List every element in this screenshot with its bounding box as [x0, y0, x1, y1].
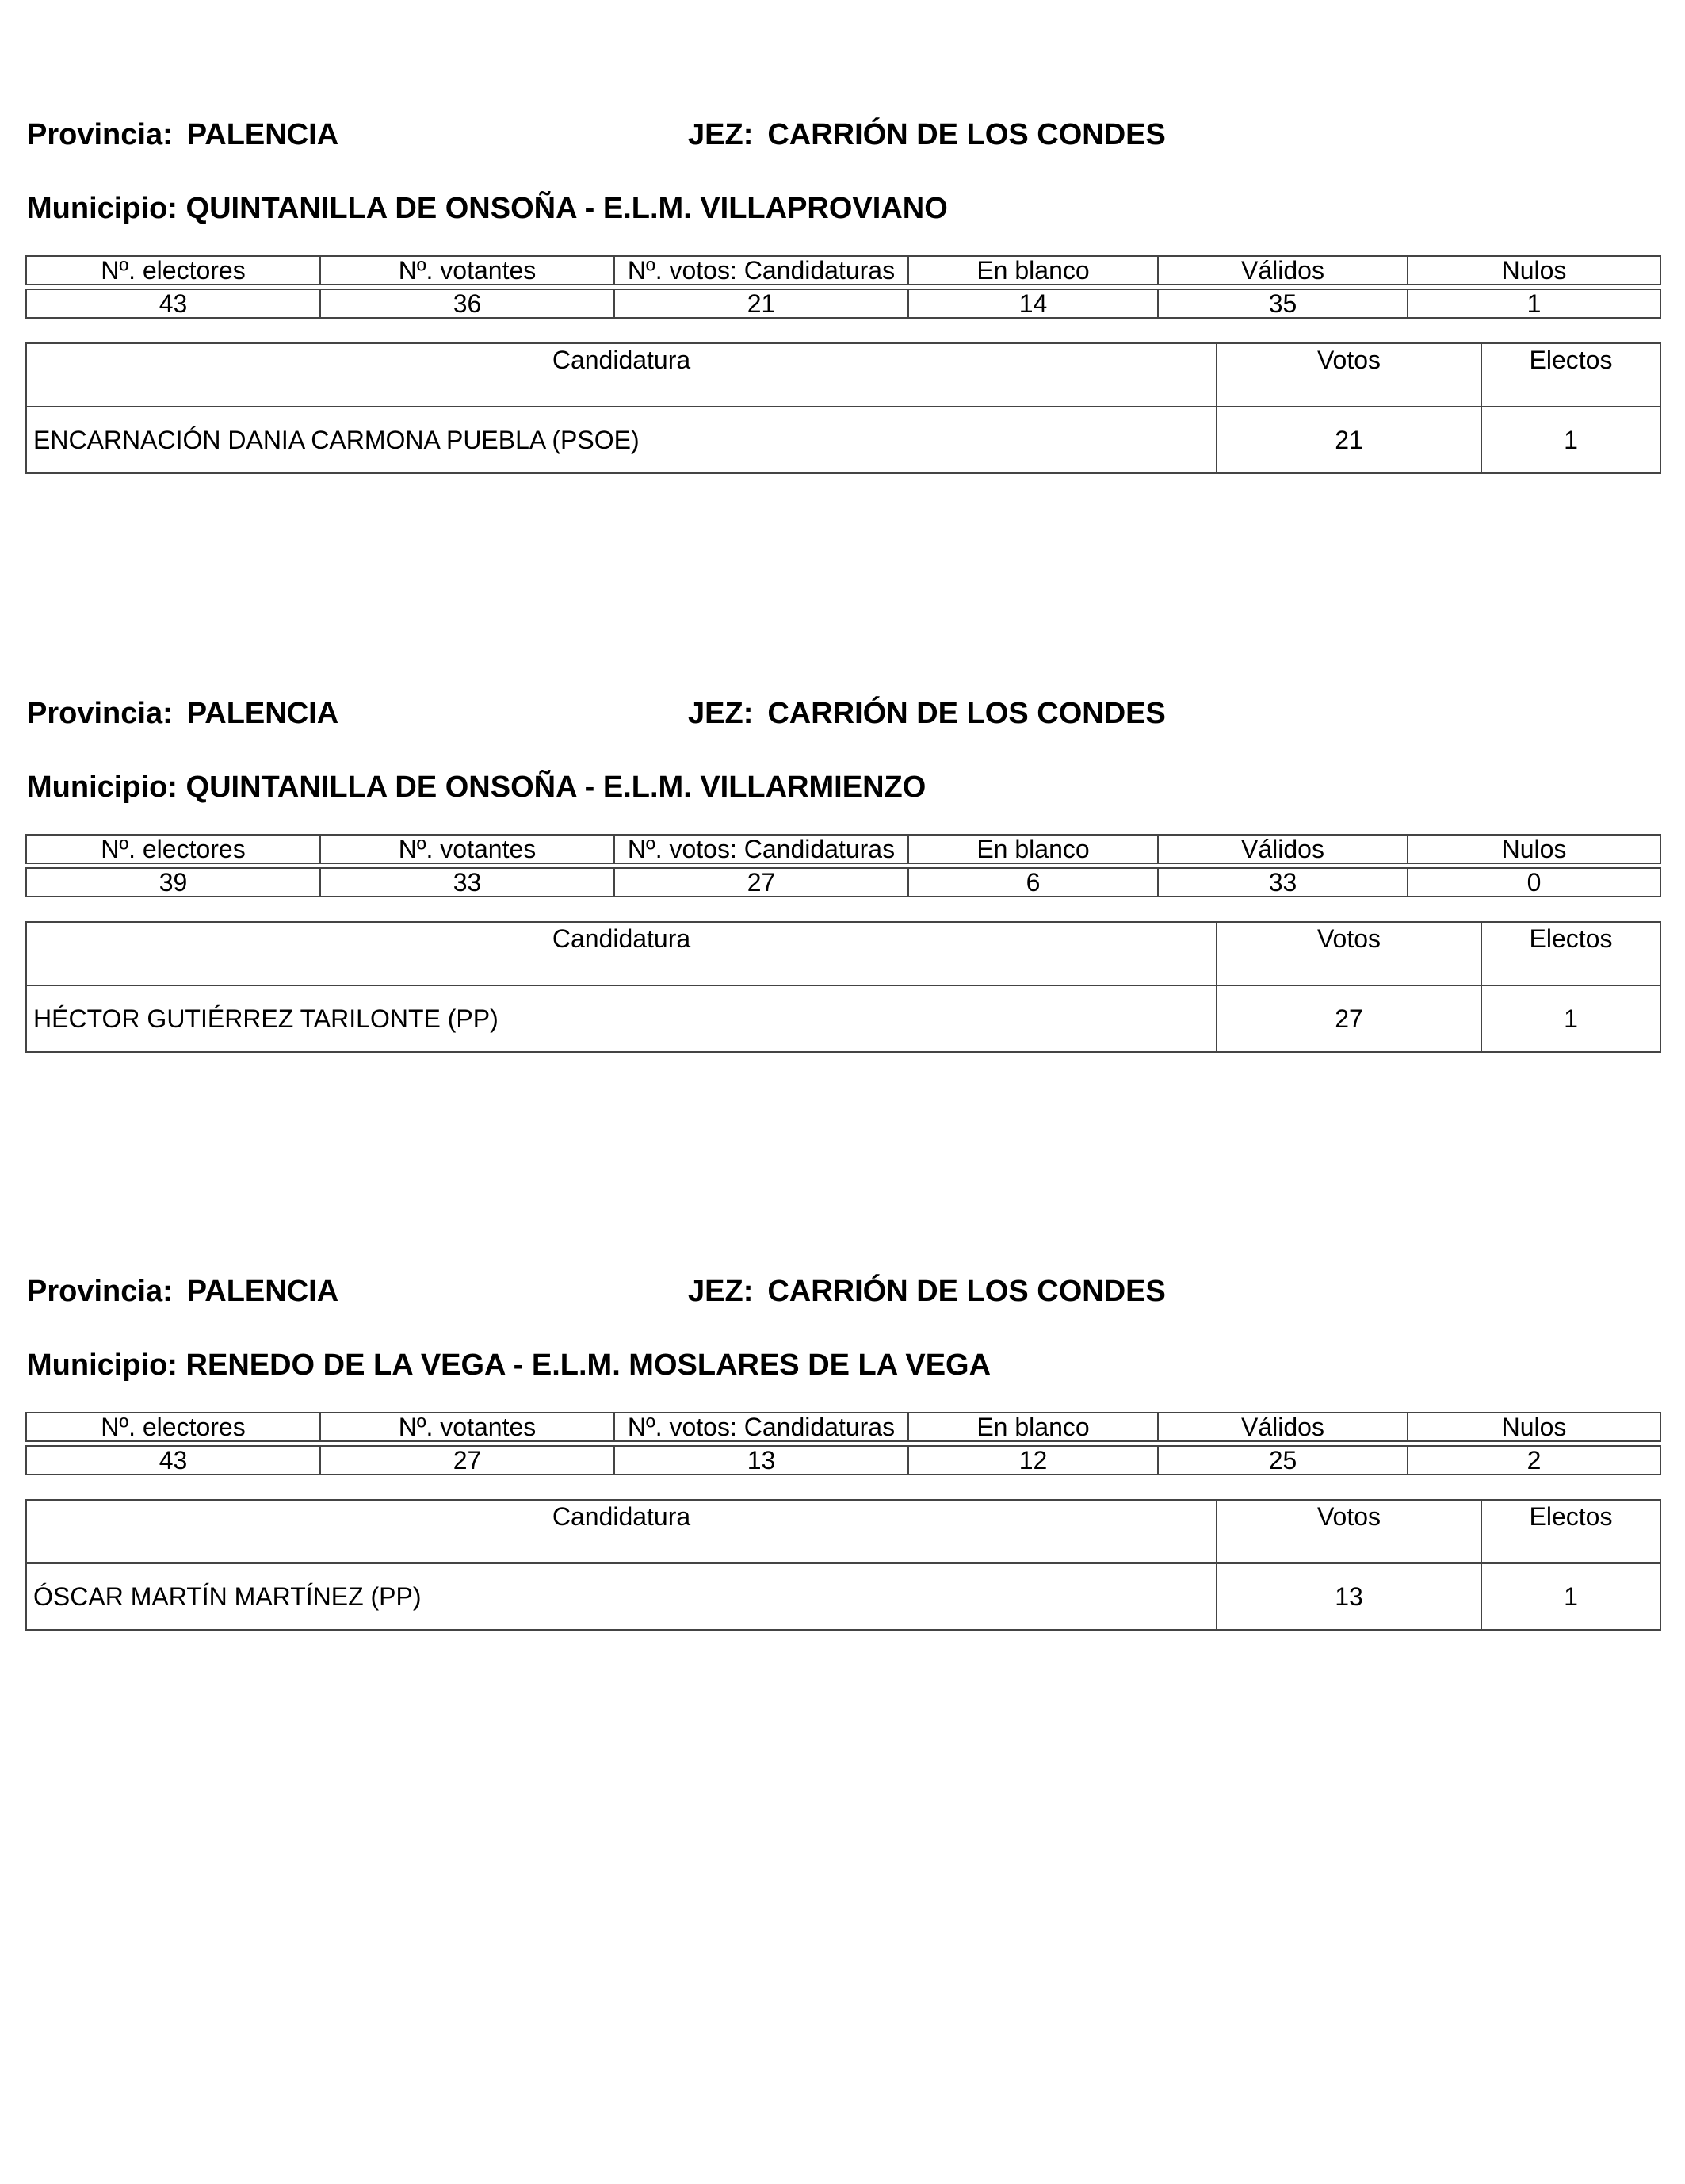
en-blanco-header: En blanco: [908, 835, 1158, 863]
electores-header: Nº. electores: [26, 835, 320, 863]
nulos-value: 0: [1408, 868, 1660, 897]
municipio-label: Municipio:: [27, 771, 178, 804]
municipio-label: Municipio:: [27, 192, 178, 225]
municipio-value: RENEDO DE LA VEGA - E.L.M. MOSLARES DE LA VEGA: [185, 1348, 992, 1382]
nulos-header: Nulos: [1408, 835, 1660, 863]
provincia-label: Provincia:: [27, 118, 173, 151]
candidate-votos: 21: [1217, 407, 1481, 473]
en-blanco-value: 12: [908, 1446, 1158, 1474]
municipio-value: QUINTANILLA DE ONSOÑA - E.L.M. VILLARMIENZO: [185, 771, 927, 804]
votos-candidaturas-header: Nº. votos: Candidaturas: [614, 835, 908, 863]
stats-table: [25, 834, 1661, 897]
provincia-value: PALENCIA: [186, 1275, 339, 1308]
votos-candidaturas-header: Nº. votos: Candidaturas: [614, 256, 908, 285]
votantes-value: 36: [320, 289, 614, 318]
header-row: [25, 1268, 1660, 1315]
jez-label: JEZ:: [688, 697, 754, 730]
electores-header: Nº. electores: [26, 1413, 320, 1441]
candidatura-header: Candidatura: [26, 1500, 1217, 1563]
stats-values-row: [26, 868, 1660, 897]
votos-header: Votos: [1217, 343, 1481, 407]
candidate-electos: 1: [1481, 1563, 1660, 1630]
votantes-header: Nº. votantes: [320, 835, 614, 863]
municipio-value: QUINTANILLA DE ONSOÑA - E.L.M. VILLAPROVIANO: [185, 192, 948, 225]
provincia-value: PALENCIA: [186, 697, 339, 730]
validos-value: 35: [1158, 289, 1408, 318]
electos-header: Electos: [1481, 343, 1660, 407]
provincia: [27, 111, 338, 159]
candidates-header-row: [26, 343, 1660, 407]
provincia: [27, 1268, 338, 1315]
votos-candidaturas-header: Nº. votos: Candidaturas: [614, 1413, 908, 1441]
votos-header: Votos: [1217, 1500, 1481, 1563]
votos-header: Votos: [1217, 922, 1481, 985]
jez-value: CARRIÓN DE LOS CONDES: [767, 697, 1166, 730]
en-blanco-header: En blanco: [908, 256, 1158, 285]
votos-candidaturas-value: 27: [614, 868, 908, 897]
validos-header: Válidos: [1158, 256, 1408, 285]
municipio: [27, 185, 948, 232]
validos-header: Válidos: [1158, 1413, 1408, 1441]
candidatura-header: Candidatura: [26, 922, 1217, 985]
en-blanco-value: 6: [908, 868, 1158, 897]
jez-value: CARRIÓN DE LOS CONDES: [767, 1275, 1166, 1308]
electores-value: 43: [26, 1446, 320, 1474]
candidates-table: [25, 921, 1661, 1053]
jez-label: JEZ:: [688, 1275, 754, 1308]
jez-value: CARRIÓN DE LOS CONDES: [767, 118, 1166, 151]
nulos-header: Nulos: [1408, 256, 1660, 285]
provincia: [27, 690, 338, 737]
nulos-value: 2: [1408, 1446, 1660, 1474]
electores-value: 39: [26, 868, 320, 897]
candidate-name: ÓSCAR MARTÍN MARTÍNEZ (PP): [26, 1563, 1217, 1630]
candidate-name: ENCARNACIÓN DANIA CARMONA PUEBLA (PSOE): [26, 407, 1217, 473]
stats-values-row: [26, 289, 1660, 318]
stats-table: [25, 1412, 1661, 1475]
validos-value: 33: [1158, 868, 1408, 897]
stats-table: [25, 255, 1661, 319]
validos-value: 25: [1158, 1446, 1408, 1474]
municipio: [27, 1341, 991, 1389]
nulos-header: Nulos: [1408, 1413, 1660, 1441]
en-blanco-header: En blanco: [908, 1413, 1158, 1441]
stats-header-row: [26, 835, 1660, 863]
provincia-label: Provincia:: [27, 697, 173, 730]
candidate-votos: 27: [1217, 985, 1481, 1052]
votantes-value: 27: [320, 1446, 614, 1474]
candidatura-header: Candidatura: [26, 343, 1217, 407]
stats-header-row: [26, 1413, 1660, 1441]
candidate-row: [26, 407, 1660, 473]
jez-label: JEZ:: [688, 118, 754, 151]
jez: [688, 1268, 1166, 1315]
electos-header: Electos: [1481, 1500, 1660, 1563]
votos-candidaturas-value: 13: [614, 1446, 908, 1474]
electores-header: Nº. electores: [26, 256, 320, 285]
votos-candidaturas-value: 21: [614, 289, 908, 318]
electos-header: Electos: [1481, 922, 1660, 985]
municipio-label: Municipio:: [27, 1348, 178, 1382]
stats-header-row: [26, 256, 1660, 285]
provincia-value: PALENCIA: [186, 118, 339, 151]
candidate-row: [26, 985, 1660, 1052]
jez: [688, 690, 1166, 737]
candidates-table: [25, 342, 1661, 474]
provincia-label: Provincia:: [27, 1275, 173, 1308]
en-blanco-value: 14: [908, 289, 1158, 318]
candidates-table: [25, 1499, 1661, 1631]
candidate-electos: 1: [1481, 985, 1660, 1052]
candidate-votos: 13: [1217, 1563, 1481, 1630]
header-row: [25, 690, 1660, 737]
candidate-electos: 1: [1481, 407, 1660, 473]
votantes-header: Nº. votantes: [320, 1413, 614, 1441]
municipio: [27, 763, 926, 811]
votantes-header: Nº. votantes: [320, 256, 614, 285]
nulos-value: 1: [1408, 289, 1660, 318]
candidates-header-row: [26, 1500, 1660, 1563]
jez: [688, 111, 1166, 159]
candidates-header-row: [26, 922, 1660, 985]
votantes-value: 33: [320, 868, 614, 897]
candidate-row: [26, 1563, 1660, 1630]
validos-header: Válidos: [1158, 835, 1408, 863]
stats-values-row: [26, 1446, 1660, 1474]
candidate-name: HÉCTOR GUTIÉRREZ TARILONTE (PP): [26, 985, 1217, 1052]
electores-value: 43: [26, 289, 320, 318]
header-row: [25, 111, 1660, 159]
